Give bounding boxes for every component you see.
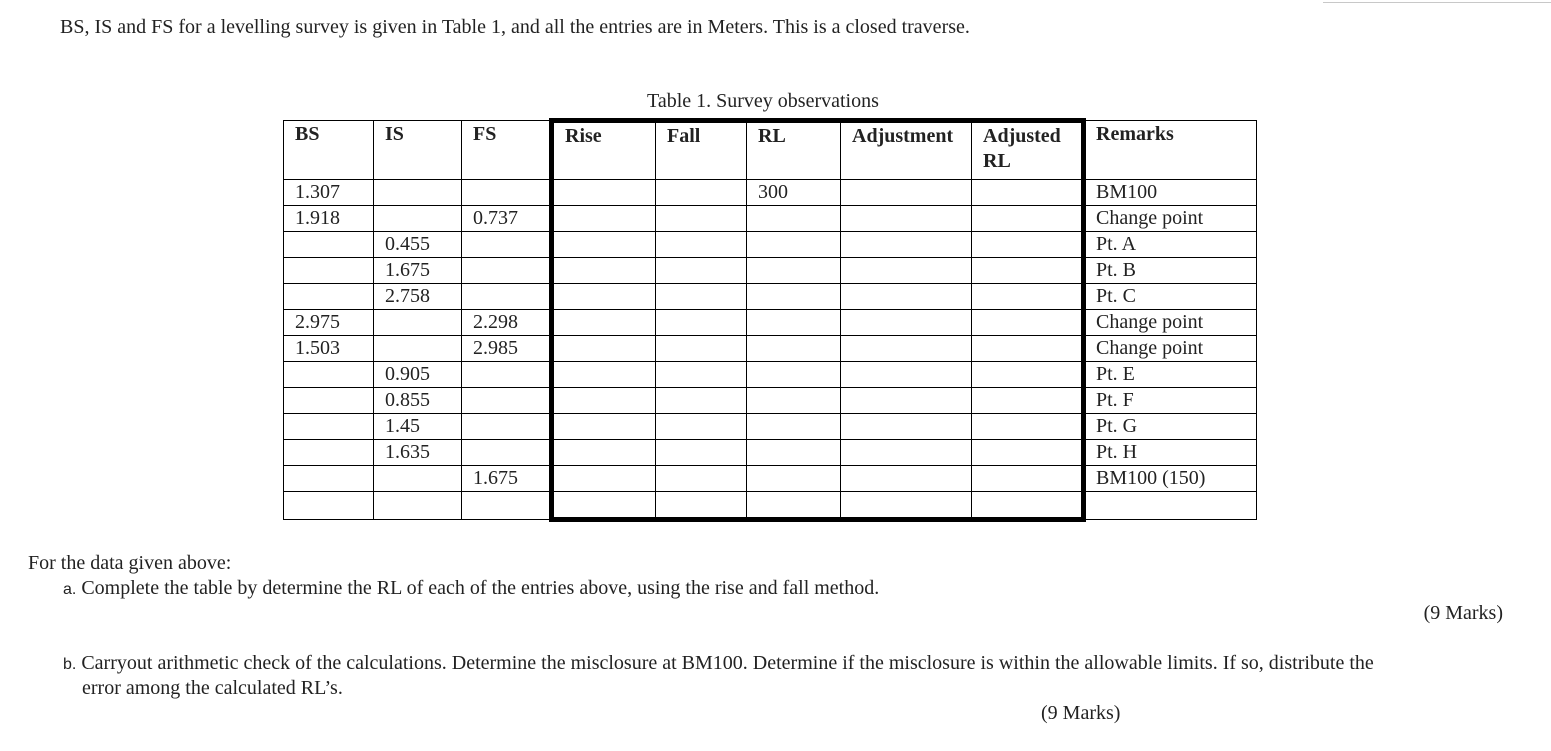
cell-adjusted-rl [972,180,1084,206]
cell-adjusted-rl [972,284,1084,310]
header-adjustment: Adjustment [841,121,972,180]
cell-remarks: Pt. C [1084,284,1257,310]
cell-adjusted-rl [972,414,1084,440]
table-row [284,258,1257,284]
cell-is: 0.855 [374,388,462,414]
table-row [284,440,1257,466]
cell-fall [656,206,747,232]
cell-rise [552,232,656,258]
table-row [284,180,1257,206]
cell-adjustment [841,440,972,466]
cell-is: 2.758 [374,284,462,310]
cell-bs: 1.307 [284,180,374,206]
cell-bs [284,388,374,414]
table-row [284,232,1257,258]
table-row [284,388,1257,414]
cell-bs [284,284,374,310]
header-bs: BS [284,121,374,180]
intro-text: BS, IS and FS for a levelling survey is given in Table 1, and all the entries are in Meters. This is a closed traverse. [60,16,970,38]
cell-bs [284,492,374,520]
cell-adjustment [841,206,972,232]
question-a-marks: (9 Marks) [1423,602,1503,624]
cell-remarks: BM100 (150) [1084,466,1257,492]
cell-is [374,310,462,336]
cell-remarks: Pt. H [1084,440,1257,466]
cell-is: 1.635 [374,440,462,466]
cell-is: 1.45 [374,414,462,440]
header-fs: FS [462,121,552,180]
cell-remarks: Pt. F [1084,388,1257,414]
cell-remarks: Pt. E [1084,362,1257,388]
cell-is: 0.905 [374,362,462,388]
cell-bs [284,466,374,492]
question-b-text-line1: Carryout arithmetic check of the calculations. Determine the misclosure at BM100. Determine if the misclosure is within the allowable limits. If so, distribute the [81,652,1374,674]
cell-fall [656,466,747,492]
cell-is [374,336,462,362]
cell-remarks: Pt. G [1084,414,1257,440]
cell-is: 1.675 [374,258,462,284]
cell-fs [462,440,552,466]
header-fall: Fall [656,121,747,180]
cell-fs: 1.675 [462,466,552,492]
cell-fs: 2.298 [462,310,552,336]
cell-fall [656,258,747,284]
table-row [284,206,1257,232]
cell-fall [656,388,747,414]
cell-fs [462,414,552,440]
cell-rl [747,232,841,258]
cell-rl [747,336,841,362]
cell-remarks: Change point [1084,310,1257,336]
question-a [63,577,879,600]
cell-fs [462,492,552,520]
cell-adjusted-rl [972,388,1084,414]
cell-adjustment [841,310,972,336]
table-row [284,362,1257,388]
cell-fs [462,362,552,388]
cell-rise [552,440,656,466]
cell-adjustment [841,232,972,258]
question-b-marks: (9 Marks) [1041,702,1121,724]
questions-prompt: For the data given above: [28,552,232,574]
cell-rl [747,310,841,336]
cell-adjusted-rl [972,466,1084,492]
cell-adjustment [841,492,972,520]
cell-fs [462,388,552,414]
cell-remarks: Change point [1084,336,1257,362]
cell-adjustment [841,284,972,310]
cell-fs [462,284,552,310]
table-row [284,336,1257,362]
header-remarks: Remarks [1084,121,1257,180]
cell-fall [656,284,747,310]
cell-is [374,180,462,206]
cell-adjusted-rl [972,336,1084,362]
header-is: IS [374,121,462,180]
cell-rise [552,492,656,520]
question-b-label: b. [63,656,77,673]
table-row [284,414,1257,440]
cell-fall [656,440,747,466]
cell-adjusted-rl [972,258,1084,284]
table-row [284,284,1257,310]
cell-adjustment [841,258,972,284]
cell-bs [284,362,374,388]
cell-adjustment [841,388,972,414]
cell-adjusted-rl [972,206,1084,232]
table-header-row [284,121,1257,180]
cell-is: 0.455 [374,232,462,258]
cell-rl [747,258,841,284]
cell-remarks: BM100 [1084,180,1257,206]
cell-rl [747,388,841,414]
cell-fs [462,232,552,258]
cell-fall [656,492,747,520]
cell-adjusted-rl [972,310,1084,336]
survey-table [283,118,1257,522]
table-row [284,492,1257,520]
cell-bs: 1.918 [284,206,374,232]
cell-adjustment [841,336,972,362]
cell-is [374,206,462,232]
cell-fall [656,336,747,362]
question-b [63,652,1374,675]
cell-fs [462,180,552,206]
cell-rise [552,466,656,492]
header-rise: Rise [552,121,656,180]
cell-rl [747,206,841,232]
cell-rl [747,284,841,310]
cell-remarks: Change point [1084,206,1257,232]
cell-adjustment [841,466,972,492]
cell-rl [747,440,841,466]
cell-is [374,466,462,492]
cell-adjusted-rl [972,440,1084,466]
cell-adjusted-rl [972,232,1084,258]
cell-adjusted-rl [972,362,1084,388]
cell-rise [552,362,656,388]
question-a-label: a. [63,581,77,598]
question-a-text: Complete the table by determine the RL of each of the entries above, using the rise and fall method. [81,577,880,599]
header-rl: RL [747,121,841,180]
cell-remarks: Pt. A [1084,232,1257,258]
table-caption: Table 1. Survey observations [647,90,879,112]
cell-bs [284,232,374,258]
cell-fs [462,258,552,284]
cell-rise [552,180,656,206]
top-divider [1323,0,1551,3]
cell-fall [656,310,747,336]
cell-rise [552,336,656,362]
cell-rl: 300 [747,180,841,206]
cell-fs: 2.985 [462,336,552,362]
cell-fall [656,232,747,258]
cell-is [374,492,462,520]
cell-rl [747,466,841,492]
cell-bs [284,258,374,284]
table-row [284,466,1257,492]
cell-rise [552,310,656,336]
cell-remarks [1084,492,1257,520]
header-adjusted-rl: Adjusted RL [972,121,1084,180]
cell-rl [747,492,841,520]
cell-rise [552,414,656,440]
cell-fall [656,414,747,440]
cell-adjustment [841,180,972,206]
cell-bs [284,414,374,440]
cell-rise [552,206,656,232]
cell-adjustment [841,414,972,440]
cell-rl [747,362,841,388]
table-row [284,310,1257,336]
cell-fs: 0.737 [462,206,552,232]
cell-adjustment [841,362,972,388]
cell-adjusted-rl [972,492,1084,520]
question-b-text-line2: error among the calculated RL’s. [82,677,343,699]
cell-bs [284,440,374,466]
cell-remarks: Pt. B [1084,258,1257,284]
cell-rl [747,414,841,440]
cell-bs: 2.975 [284,310,374,336]
cell-bs: 1.503 [284,336,374,362]
cell-rise [552,258,656,284]
cell-fall [656,362,747,388]
cell-rise [552,284,656,310]
cell-rise [552,388,656,414]
cell-fall [656,180,747,206]
